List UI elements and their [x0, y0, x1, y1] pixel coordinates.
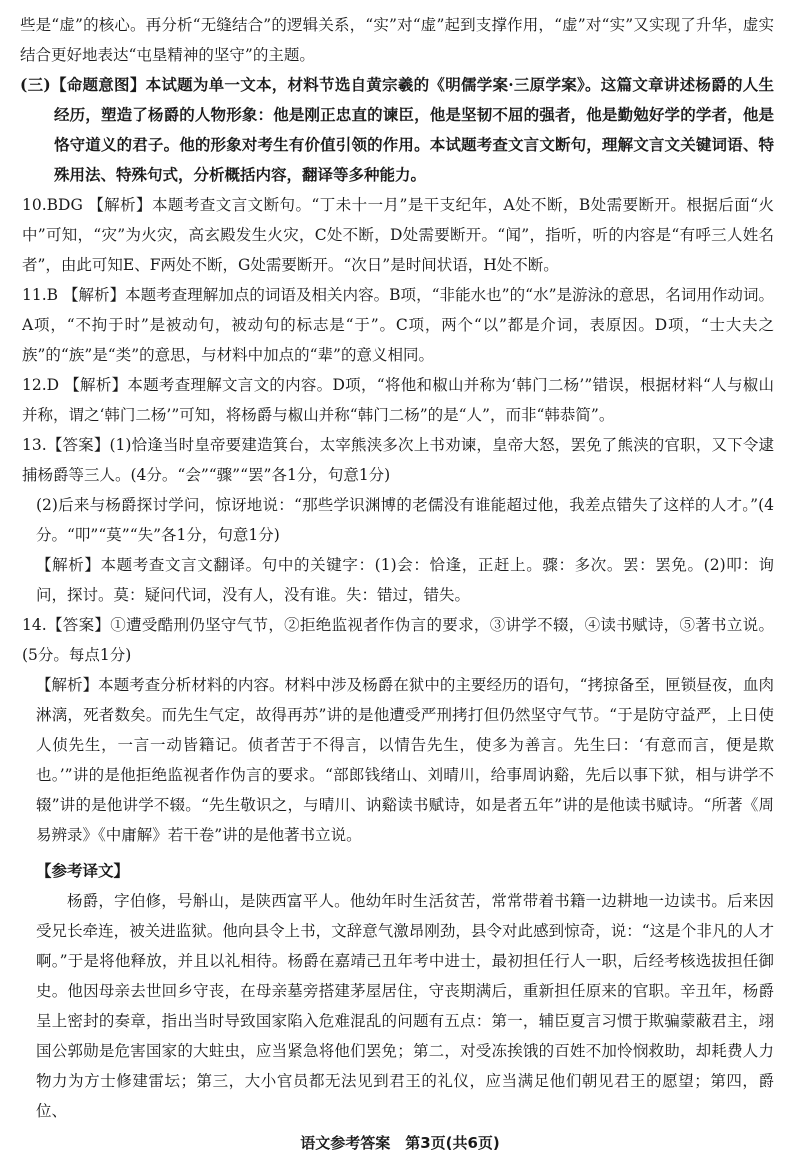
question-13-answer-2: (2)后来与杨爵探讨学问，惊讶地说：“那些学识渊博的老儒没有谁能超过他，我差点错失了这样的人才。”(4分。“叩”“莫”“失”各1分，句意1分) — [36, 496, 774, 544]
reference-translation-body: 杨爵，字伯修，号斛山，是陕西富平人。他幼年时生活贫苦，常常带着书籍一边耕地一边读书。后来因受兄长牵连，被关进监狱。他向县令上书，文辞意气激昂刚劲，县令对此感到惊奇，说：“这是个非凡的人才啊。”于是将他释放，并且以礼相待。杨爵在嘉靖己丑年考中进士，最初担任行人一职，后经考核选拔担任御史。他因母亲去世回乡守丧，在母亲墓旁搭建茅屋居住，守丧期满后，重新担任原来的官职。辛丑年，杨爵呈上密封的奏章，指出当时导致国家陷入危难混乱的问题有五点：第一，辅臣夏言习惯于欺骗蒙蔽君主，翊国公郭勋是危害国家的大蛀虫，应当紧急将他们罢免；第二，对受冻挨饿的百姓不加怜悯救助，却耗费人力物力为方士修建雷坛；第三，大小官员都无法见到君王的礼仪，应当满足他们朝见君王的愿望；第四，爵位、 — [36, 892, 774, 1120]
question-11: 11.B 【解析】本题考查理解加点的词语及相关内容。B项，“非能水也”的“水”是游泳的意思，名词用作动词。A项，“不拘于时”是被动句，被动句的标志是“于”。C项，两个“以”都是介词，表原因。D项，“士大夫之族”的“族”是“类”的意思，与材料中加点的“辈”的意义相同。 — [22, 286, 774, 364]
page-footer: 语文参考答案 第3页(共6页) — [300, 1134, 500, 1152]
question-10: 10.BDG 【解析】本题考查文言文断句。“丁未十一月”是干支纪年，A处不断，B处需要断开。根据后面“火中”可知，“灾”为火灾，高玄殿发生火灾，C处不断，D处需要断开。“闻”，指听，听的内容是“有呼三人姓名者”，由此可知E、F两处不断，G处需要断开。“次日”是时间状语，H处不断。 — [22, 196, 774, 274]
question-12: 12.D 【解析】本题考查理解文言文的内容。D项，“将他和椒山并称为‘韩门二杨’”错误，根据材料“人与椒山并称，谓之‘韩门二杨’”可知，将杨爵与椒山并称“韩门二杨”的是“人”，而非“韩恭简”。 — [22, 376, 774, 424]
question-13-analysis: 【解析】本题考查文言文翻译。句中的关键字：(1)会：恰逢，正赶上。骤：多次。罢：罢免。(2)叩：询问，探讨。莫：疑问代词，没有人，没有谁。失：错过，错失。 — [36, 556, 774, 604]
question-14-answer: 14.【答案】①遭受酷刑仍坚守气节，②拒绝监视者作伪言的要求，③讲学不辍，④读书赋诗，⑤著书立说。(5分。每点1分) — [22, 616, 774, 664]
question-14-analysis: 【解析】本题考查分析材料的内容。材料中涉及杨爵在狱中的主要经历的语句，“拷掠备至，匣锁昼夜，血肉淋漓，死者数矣。而先生气定，故得再苏”讲的是他遭受严刑拷打但仍然坚守气节。“于是防守益严，上日使人侦先生，一言一动皆籍记。侦者苦于不得言，以情告先生，使多为善言。先生曰：‘有意而言，便是欺也。’”讲的是他拒绝监视者作伪言的要求。“部郎钱绪山、刘晴川，给事周讷谿，先后以事下狱，相与讲学不辍”讲的是他讲学不辍。“先生敬识之，与晴川、讷谿读书赋诗，如是者五年”讲的是他读书赋诗。“所著《周易辨录》《中庸解》若干卷”讲的是他著书立说。 — [36, 676, 774, 844]
question-13-answer: 13.【答案】(1)恰逢当时皇帝要建造箕台，太宰熊浃多次上书劝谏，皇帝大怒，罢免了熊浃的官职，又下令逮捕杨爵等三人。(4分。“会”“骤”“罢”各1分，句意1分) — [22, 436, 774, 484]
section-three-intent: (三)【命题意图】本试题为单一文本，材料节选自黄宗羲的《明儒学案·三原学案》。这篇文章讲述杨爵的人生经历，塑造了杨爵的人物形象：他是刚正忠直的谏臣，他是坚韧不屈的强者，他是勤勉好学的学者，他是恪守道义的君子。他的形象对考生有价值引领的作用。本试题考查文言文断句，理解文言文关键词语、特殊用法、特殊句式，分析概括内容，翻译等多种能力。 — [20, 75, 774, 184]
reference-translation-title: 【参考译文】 — [36, 861, 130, 880]
paragraph-top: 些是“虚”的核心。再分析“无缝结合”的逻辑关系，“实”对“虚”起到支撑作用，“虚”对“实”又实现了升华，虚实结合更好地表达“屯垦精神的坚守”的主题。 — [20, 16, 774, 64]
